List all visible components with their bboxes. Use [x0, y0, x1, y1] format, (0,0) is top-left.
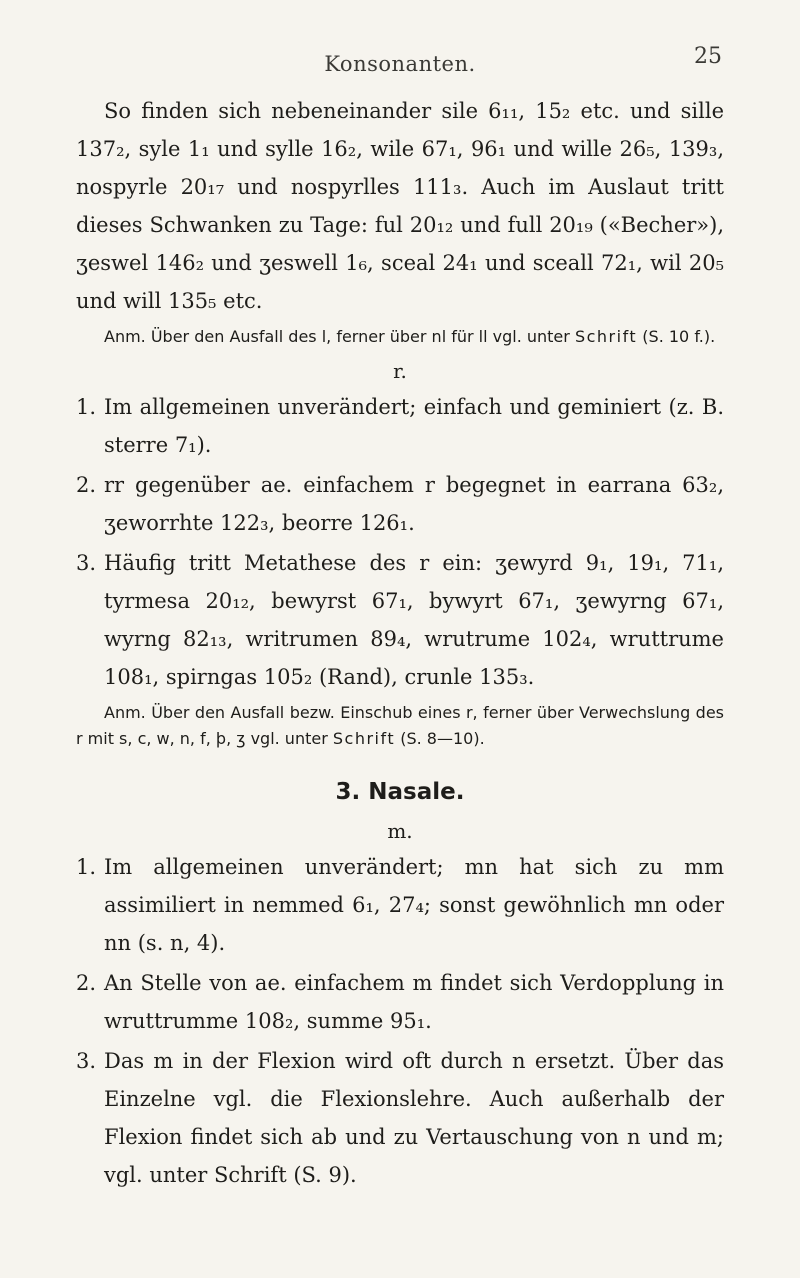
note-2 — [76, 700, 724, 752]
running-head: Konsonanten. — [324, 52, 476, 76]
list-item — [76, 544, 724, 696]
list-m — [76, 848, 724, 1194]
list-item-number: 2. — [76, 971, 97, 995]
note-1-suffix: (S. 10 f.). — [642, 327, 716, 346]
list-item-text: Im allgemeinen unverändert; mn hat sich zu mm assimiliert in nemmed 6₁, 27₄; sonst gewöhnlich mn oder nn (s. n, 4). — [104, 855, 724, 955]
list-item — [76, 466, 724, 542]
subsection-heading-m: m. — [387, 819, 413, 843]
list-item-number: 3. — [76, 1049, 97, 1073]
list-item-number: 1. — [76, 855, 97, 879]
intro-paragraph: So finden sich nebeneinander sile 6₁₁, 15₂ etc. und sille 137₂, syle 1₁ und sylle 16₂, wile 67₁, 96₁ und wille 26₅, 139₃, nospyrle 20₁₇ und nospyrlles 111₃. Auch im Auslaut tritt dieses Schwanken zu Tage: ful 20₁₂ und full 20₁₉ («Becher»), ʒeswel 146₂ und ʒeswell 1₆, sceal 24₁ und sceall 72₁, wil 20₅ und will 135₅ etc. — [76, 99, 724, 313]
note-1 — [76, 324, 724, 350]
subsection-heading-r: r. — [393, 359, 407, 383]
note-2-prefix: Anm. Über den Ausfall bezw. Einschub eines r, ferner über Verwechslung des r mit s, c, w, n, f, þ, ʒ vgl. unter — [76, 703, 724, 748]
section-title-nasale: 3. Nasale. — [335, 779, 465, 805]
list-item-number: 3. — [76, 551, 97, 575]
list-item-text: An Stelle von ae. einfachem m findet sich Verdopplung in wruttrumme 108₂, summe 95₁. — [104, 971, 724, 1033]
list-item-number: 1. — [76, 395, 97, 419]
list-item — [76, 1042, 724, 1194]
list-item-text: Das m in der Flexion wird oft durch n ersetzt. Über das Einzelne vgl. die Flexionslehre. Auch außerhalb der Flexion findet sich ab und zu Vertauschung von n und m; vgl. unter Schrift (S. 9). — [104, 1049, 724, 1187]
list-item — [76, 848, 724, 962]
list-item — [76, 964, 724, 1040]
list-item — [76, 388, 724, 464]
list-item-text: rr gegenüber ae. einfachem r begegnet in earrana 63₂, ʒeworrhte 122₃, beorre 126₁. — [104, 473, 724, 535]
note-2-ref: Schrift — [332, 729, 396, 748]
list-item-text: Im allgemeinen unverändert; einfach und geminiert (z. B. sterre 7₁). — [104, 395, 724, 457]
list-item-number: 2. — [76, 473, 97, 497]
note-1-prefix: Anm. Über den Ausfall des l, ferner über nl für ll vgl. unter — [104, 327, 570, 346]
list-r — [76, 388, 724, 696]
note-1-ref: Schrift — [574, 327, 638, 346]
body-text — [76, 92, 724, 1194]
page-header — [76, 44, 724, 80]
page-number: 25 — [694, 44, 722, 69]
note-2-suffix: (S. 8—10). — [400, 729, 485, 748]
list-item-text: Häufig tritt Metathese des r ein: ʒewyrd 9₁, 19₁, 71₁, tyrmesa 20₁₂, bewyrst 67₁, bywyrt 67₁, ʒewyrng 67₁, wyrng 82₁₃, writrumen 89₄, wrutrume 102₄, wruttrume 108₁, spirngas 105₂ (Rand), crunle 135₃. — [104, 551, 724, 689]
